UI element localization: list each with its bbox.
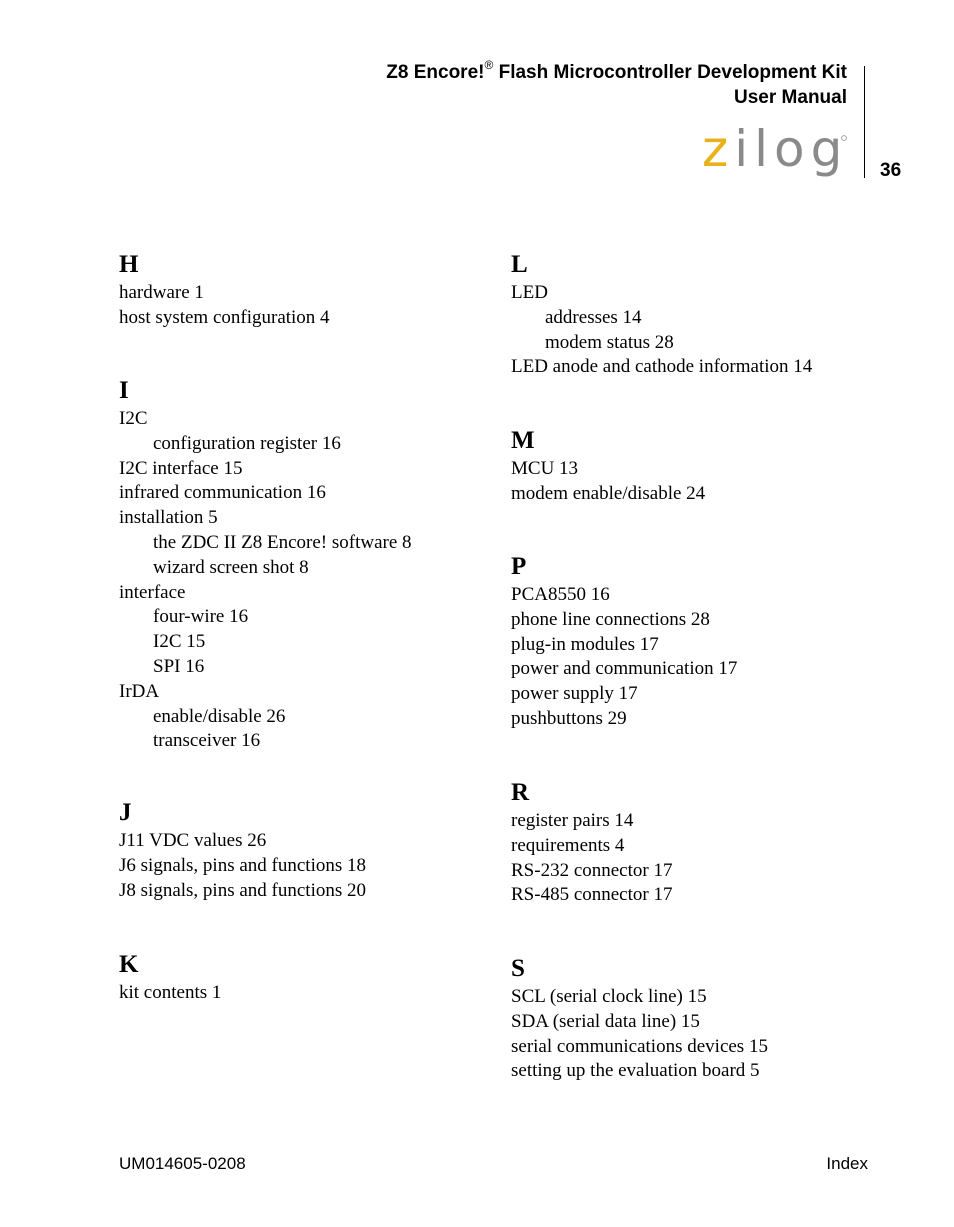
svg-text:zilog [702, 122, 848, 178]
index-entry: RS-232 connector 17 [511, 859, 673, 881]
index-letter-heading: H [119, 251, 139, 278]
index-entry: pushbuttons 29 [511, 707, 627, 729]
footer-doc-id: UM014605-0208 [119, 1154, 246, 1173]
index-entry: installation 5 [119, 507, 218, 529]
registered-mark: ® [484, 58, 494, 72]
index-entry: RS-485 connector 17 [511, 884, 673, 906]
zilog-logo-rest: ilog [734, 122, 849, 178]
index-entry: MCU 13 [511, 458, 579, 479]
index-section-r [511, 778, 672, 908]
index-entry: kit contents 1 [119, 982, 222, 1003]
index-entry: host system configuration 4 [119, 306, 330, 328]
index-entry: I2C interface 15 [119, 457, 243, 479]
index-entry: serial communications devices 15 [511, 1035, 768, 1057]
index-entry: IrDA [119, 680, 160, 702]
index-entry: J11 VDC values 26 [119, 830, 267, 851]
index-entry: I2C [119, 408, 148, 429]
footer-section: Index [826, 1154, 868, 1173]
index-entry: PCA8550 16 [511, 584, 610, 605]
header-rule [864, 66, 865, 178]
index-letter-heading: S [511, 955, 525, 982]
index-letter-heading: P [511, 553, 527, 580]
page-number: 36 [880, 160, 902, 181]
index-subentry: four-wire 16 [153, 606, 249, 628]
document-title-line2: User Manual [734, 87, 847, 108]
index-subentry: addresses 14 [545, 306, 642, 328]
index-entry: setting up the evaluation board 5 [511, 1060, 760, 1082]
index-letter-heading: L [511, 251, 528, 278]
index-subentry: transceiver 16 [153, 730, 261, 752]
index-subentry: wizard screen shot 8 [153, 556, 309, 578]
index-letter-heading: K [119, 951, 139, 978]
zilog-logo [700, 122, 850, 184]
index-section-m [511, 426, 705, 507]
index-entry: J6 signals, pins and functions 18 [119, 854, 366, 876]
index-entry: LED [511, 282, 548, 303]
document-title [386, 60, 847, 110]
index-section-k [119, 950, 221, 1006]
index-section-s [511, 954, 768, 1084]
index-subentry: configuration register 16 [153, 432, 341, 454]
index-entry: plug-in modules 17 [511, 633, 659, 655]
index-subentry: the ZDC II Z8 Encore! software 8 [153, 531, 412, 553]
index-letter-heading: I [119, 377, 129, 404]
index-entry: power supply 17 [511, 683, 638, 705]
index-entry: modem enable/disable 24 [511, 482, 706, 504]
index-letter-heading: J [119, 799, 132, 826]
index-subentry: enable/disable 26 [153, 705, 286, 727]
index-entry: SDA (serial data line) 15 [511, 1010, 700, 1032]
index-entry: power and communication 17 [511, 658, 738, 680]
index-entry: LED anode and cathode information 14 [511, 356, 813, 378]
zilog-logo-z: z [702, 122, 735, 178]
index-entry: SCL (serial clock line) 15 [511, 986, 707, 1007]
index-section-i [119, 376, 412, 754]
index-letter-heading: R [511, 779, 530, 806]
document-title-line1: Z8 Encore!® Flash Microcontroller Development Kit [386, 58, 847, 83]
index-section-h [119, 250, 330, 331]
index-entry: interface [119, 581, 186, 603]
index-entry: J8 signals, pins and functions 20 [119, 879, 366, 901]
index-entry: requirements 4 [511, 834, 625, 856]
index-letter-heading: M [511, 427, 535, 454]
index-section-l [511, 250, 812, 380]
index-entry: hardware 1 [119, 282, 204, 303]
index-entry: infrared communication 16 [119, 482, 326, 504]
index-entry: phone line connections 28 [511, 608, 710, 630]
index-section-p [511, 552, 737, 732]
index-entry: register pairs 14 [511, 810, 634, 831]
index-subentry: modem status 28 [545, 331, 674, 353]
index-section-j [119, 798, 366, 903]
index-subentry: SPI 16 [153, 655, 205, 677]
index-subentry: I2C 15 [153, 631, 206, 653]
